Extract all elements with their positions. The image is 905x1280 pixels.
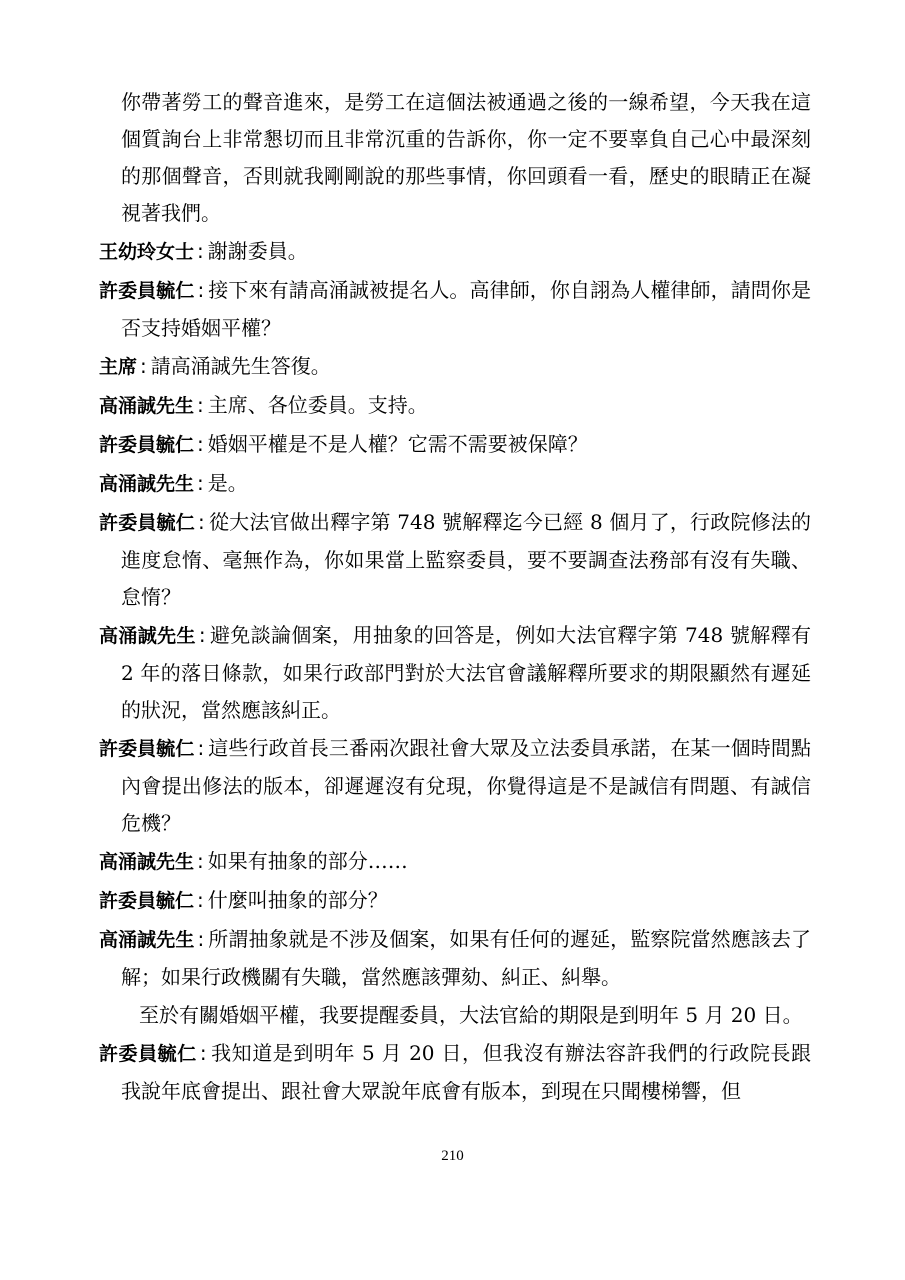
speech-paragraph [99, 1035, 811, 1110]
speaker-separator: : [197, 927, 205, 951]
speaker-name: 許委員毓仁 [99, 890, 195, 912]
speech-paragraph [99, 272, 811, 347]
speaker-name: 許委員毓仁 [99, 738, 195, 760]
paragraph-text: 避免談論個案，用抽象的回答是，例如大法官釋字第 748 號解釋有 2 年的落日條款，如果行政部門對於大法官會議解釋所要求的期限顯然有遲延的狀況，當然應該糾正。 [121, 623, 811, 722]
speaker-separator: : [197, 278, 205, 302]
speech-paragraph [99, 843, 811, 881]
speech-paragraph [99, 730, 811, 842]
speaker-name: 王幼玲女士 [99, 241, 195, 263]
speaker-separator: : [197, 471, 204, 495]
speech-paragraph [99, 504, 811, 616]
paragraph-text: 如果有抽象的部分…… [207, 849, 408, 873]
paragraph-text: 我知道是到明年 5 月 20 日，但我沒有辦法容許我們的行政院長跟我說年底會提出、跟社會大眾說年底會有版本，到現在只聞樓梯響，但 [121, 1041, 811, 1103]
speaker-name: 高涌誠先生 [99, 395, 195, 417]
paragraph-continuation [99, 84, 811, 232]
speaker-separator: : [198, 623, 206, 647]
speaker-name: 高涌誠先生 [99, 851, 195, 873]
paragraph-text: 接下來有請高涌誠被提名人。高律師，你自詡為人權律師，請問你是否支持婚姻平權？ [121, 278, 811, 340]
speaker-name: 主席 [99, 356, 138, 378]
speech-paragraph [99, 465, 811, 503]
speech-paragraph [99, 921, 811, 996]
speaker-separator: : [197, 393, 204, 417]
speaker-name: 高涌誠先生 [99, 473, 195, 495]
paragraph-text: 謝謝委員。 [207, 239, 308, 263]
speech-paragraph [99, 882, 811, 920]
speaker-name: 許委員毓仁 [99, 512, 195, 534]
paragraph-text: 主席、各位委員。支持。 [207, 393, 428, 417]
speaker-separator: : [197, 888, 204, 912]
speech-paragraph [99, 426, 811, 464]
paragraph-continuation [99, 997, 811, 1034]
paragraph-text: 什麼叫抽象的部分？ [207, 888, 388, 912]
transcript-body [99, 84, 811, 1111]
speech-paragraph [99, 387, 811, 425]
speaker-name: 許委員毓仁 [99, 1043, 197, 1065]
paragraph-text: 所謂抽象就是不涉及個案，如果有任何的遲延，監察院當然應該去了解；如果行政機關有失職，當然應該彈劾、糾正、糾舉。 [121, 927, 811, 989]
speaker-separator: : [199, 1041, 207, 1065]
speaker-separator: : [197, 736, 205, 760]
paragraph-text: 是。 [207, 471, 248, 495]
page-number: 210 [441, 1148, 464, 1164]
speaker-separator: : [140, 354, 147, 378]
speaker-separator: : [197, 849, 204, 873]
speaker-separator: : [197, 239, 204, 263]
speaker-name: 高涌誠先生 [99, 929, 195, 951]
speaker-separator: : [198, 510, 205, 534]
paragraph-text: 請高涌誠先生答復。 [150, 354, 331, 378]
paragraph-text: 婚姻平權是不是人權？它需不需要被保障？ [207, 432, 588, 456]
speaker-name: 高涌誠先生 [99, 625, 196, 647]
paragraph-text: 這些行政首長三番兩次跟社會大眾及立法委員承諾，在某一個時間點內會提出修法的版本，卻遲遲沒有兌現，你覺得這是不是誠信有問題、有誠信危機？ [121, 736, 811, 835]
speech-paragraph [99, 233, 811, 271]
paragraph-text: 至於有關婚姻平權，我要提醒委員，大法官給的期限是到明年 5 月 20 日。 [139, 1003, 803, 1027]
paragraph-text: 你帶著勞工的聲音進來，是勞工在這個法被通過之後的一線希望，今天我在這個質詢台上非常懇切而且非常沉重的告訴你，你一定不要辜負自己心中最深刻的那個聲音，否則就我剛剛說的那些事情，你回頭看一看，歷史的眼睛正在凝視著我們。 [121, 90, 811, 225]
paragraph-text: 從大法官做出釋字第 748 號解釋迄今已經 8 個月了，行政院修法的進度怠惰、毫無作為，你如果當上監察委員，要不要調查法務部有沒有失職、怠惰？ [121, 510, 811, 609]
speaker-name: 許委員毓仁 [99, 434, 195, 456]
speech-paragraph [99, 348, 811, 386]
speaker-separator: : [197, 432, 204, 456]
speech-paragraph [99, 617, 811, 729]
speaker-name: 許委員毓仁 [99, 280, 195, 302]
